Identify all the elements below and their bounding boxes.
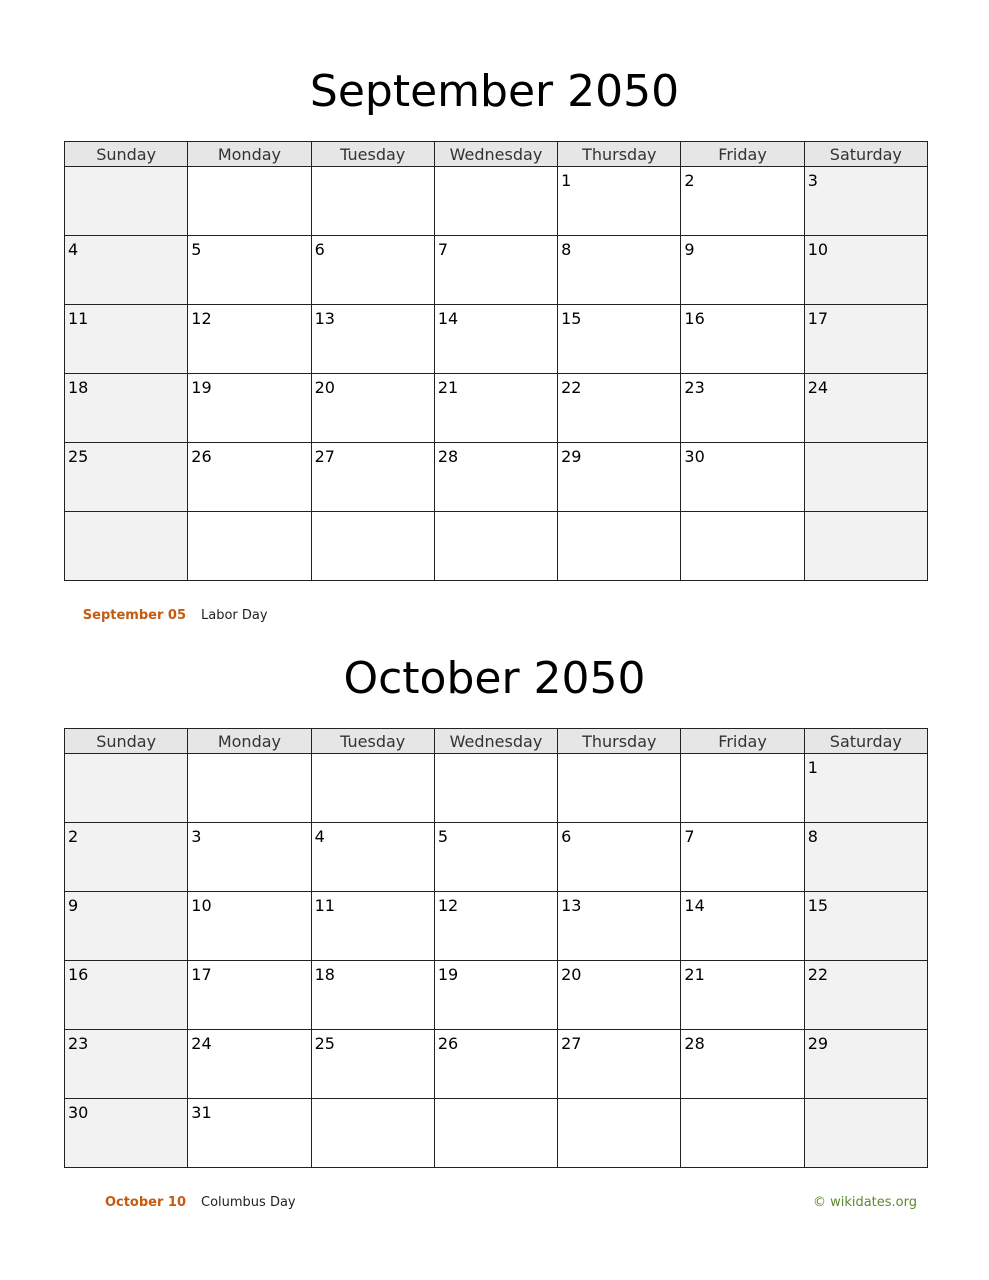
day-number: 11 [314, 896, 335, 915]
month-title-october: October 2050 [343, 653, 646, 704]
day-number [681, 512, 803, 516]
day-cell [558, 961, 681, 1030]
day-cell [681, 443, 804, 512]
day-number [188, 754, 310, 758]
day-number [435, 754, 557, 758]
day-number [65, 512, 187, 516]
holiday-date: October 10 [104, 1195, 186, 1210]
day-number: 16 [684, 309, 705, 328]
holiday-entry [0, 608, 186, 624]
day-number: 12 [191, 309, 212, 328]
day-cell [311, 443, 434, 512]
day-number: 6 [561, 827, 572, 846]
day-cell [65, 305, 188, 374]
day-cell [681, 305, 804, 374]
day-cell [434, 167, 557, 236]
day-number: 7 [684, 827, 695, 846]
weekday-header: Monday [188, 142, 311, 167]
holiday-entry [201, 1195, 401, 1211]
day-number [188, 167, 310, 171]
day-number [805, 443, 927, 447]
day-cell [311, 961, 434, 1030]
weekday-header: Sunday [65, 142, 188, 167]
holiday-entry [0, 1195, 186, 1211]
day-number: 8 [807, 827, 818, 846]
day-number: 1 [807, 758, 818, 777]
day-number: 19 [437, 965, 459, 984]
day-number [312, 1099, 434, 1103]
holiday-name: Labor Day [201, 608, 268, 623]
day-number: 3 [807, 171, 818, 190]
day-cell [188, 1099, 311, 1168]
day-number: 19 [191, 378, 212, 397]
weekday-header: Thursday [558, 142, 681, 167]
day-number: 4 [314, 827, 325, 846]
day-cell [311, 892, 434, 961]
day-number [681, 1099, 803, 1103]
day-cell [434, 961, 557, 1030]
day-cell [681, 961, 804, 1030]
day-cell [188, 512, 311, 581]
day-cell [681, 1030, 804, 1099]
day-cell [558, 1099, 681, 1168]
day-cell [65, 374, 188, 443]
day-number: 11 [68, 309, 89, 328]
day-cell [434, 374, 557, 443]
day-cell [558, 1030, 681, 1099]
day-cell [311, 1099, 434, 1168]
day-number [435, 512, 557, 516]
day-cell [434, 1030, 557, 1099]
day-cell [311, 305, 434, 374]
weekday-header: Thursday [558, 729, 681, 754]
day-cell [804, 961, 927, 1030]
day-cell [434, 892, 557, 961]
day-number: 6 [314, 240, 325, 259]
day-cell [188, 754, 311, 823]
day-number: 5 [437, 827, 449, 846]
day-number: 26 [437, 1034, 459, 1053]
day-number: 31 [191, 1103, 212, 1122]
day-number: 26 [191, 447, 212, 466]
day-cell [188, 374, 311, 443]
day-cell [311, 754, 434, 823]
day-cell [188, 443, 311, 512]
day-cell [558, 512, 681, 581]
weekday-header: Wednesday [434, 142, 557, 167]
day-number: 8 [561, 240, 572, 259]
day-number: 1 [561, 171, 572, 190]
day-cell [681, 236, 804, 305]
day-cell [434, 443, 557, 512]
day-cell [188, 823, 311, 892]
day-cell [311, 1030, 434, 1099]
day-cell [188, 961, 311, 1030]
day-cell [65, 236, 188, 305]
day-cell [65, 961, 188, 1030]
day-number [312, 167, 434, 171]
day-cell [558, 236, 681, 305]
month-title-september: September 2050 [309, 66, 680, 117]
week-row [65, 374, 928, 443]
day-number: 25 [314, 1034, 335, 1053]
day-cell [681, 374, 804, 443]
weekday-header: Friday [681, 142, 804, 167]
weekday-header: Sunday [65, 729, 188, 754]
weekday-header: Tuesday [311, 729, 434, 754]
day-cell [681, 167, 804, 236]
day-cell [65, 167, 188, 236]
weekday-header: Saturday [804, 729, 927, 754]
day-number: 24 [191, 1034, 212, 1053]
day-cell [558, 823, 681, 892]
day-cell [65, 892, 188, 961]
day-cell [65, 1030, 188, 1099]
day-number [312, 754, 434, 758]
weekday-header-row [65, 142, 928, 167]
day-number [681, 754, 803, 758]
day-number: 12 [437, 896, 459, 915]
day-number: 28 [684, 1034, 705, 1053]
day-number: 14 [684, 896, 705, 915]
day-number [558, 754, 680, 758]
day-cell [804, 754, 927, 823]
day-number: 10 [191, 896, 212, 915]
day-cell [804, 374, 927, 443]
day-number: 29 [807, 1034, 829, 1053]
day-number [805, 512, 927, 516]
day-number: 13 [561, 896, 582, 915]
day-cell [434, 236, 557, 305]
week-row [65, 305, 928, 374]
day-number: 14 [437, 309, 459, 328]
day-cell [434, 512, 557, 581]
day-cell [65, 754, 188, 823]
day-number: 29 [561, 447, 582, 466]
weekday-header: Wednesday [434, 729, 557, 754]
day-number [805, 1099, 927, 1103]
day-number: 3 [191, 827, 202, 846]
holiday-name: Columbus Day [201, 1195, 296, 1210]
week-row [65, 823, 928, 892]
day-cell [804, 305, 927, 374]
day-cell [558, 754, 681, 823]
day-number: 9 [68, 896, 79, 915]
day-number: 4 [68, 240, 79, 259]
day-cell [804, 512, 927, 581]
weekday-header: Friday [681, 729, 804, 754]
day-cell [804, 823, 927, 892]
day-number: 22 [807, 965, 829, 984]
day-cell [311, 236, 434, 305]
day-number: 21 [684, 965, 705, 984]
day-number [188, 512, 310, 516]
day-cell [311, 374, 434, 443]
day-number: 21 [437, 378, 459, 397]
day-number: 5 [191, 240, 202, 259]
day-number [435, 1099, 557, 1103]
day-number: 17 [807, 309, 829, 328]
day-cell [188, 1030, 311, 1099]
day-cell [311, 167, 434, 236]
calendar-grid-october [64, 728, 928, 1168]
day-number: 30 [684, 447, 705, 466]
week-row [65, 167, 928, 236]
day-number: 7 [437, 240, 449, 259]
day-cell [804, 892, 927, 961]
day-cell [434, 754, 557, 823]
day-cell [65, 823, 188, 892]
day-cell [804, 443, 927, 512]
day-number: 24 [807, 378, 829, 397]
day-number: 18 [68, 378, 89, 397]
day-number: 17 [191, 965, 212, 984]
day-cell [434, 305, 557, 374]
day-cell [681, 512, 804, 581]
day-cell [804, 1099, 927, 1168]
day-number: 9 [684, 240, 695, 259]
week-row [65, 236, 928, 305]
day-cell [434, 823, 557, 892]
site-credit: © wikidates.org [812, 1195, 917, 1210]
day-number: 22 [561, 378, 582, 397]
day-number: 23 [684, 378, 705, 397]
holiday-entry [201, 608, 401, 624]
day-number: 30 [68, 1103, 89, 1122]
calendar-grid-september [64, 141, 928, 581]
week-row [65, 512, 928, 581]
day-number: 20 [314, 378, 335, 397]
week-row [65, 443, 928, 512]
week-row [65, 754, 928, 823]
day-number [65, 167, 187, 171]
day-number: 10 [807, 240, 829, 259]
day-cell [681, 823, 804, 892]
day-cell [681, 754, 804, 823]
day-cell [558, 167, 681, 236]
day-cell [311, 512, 434, 581]
day-number: 2 [684, 171, 695, 190]
day-cell [804, 167, 927, 236]
day-cell [188, 167, 311, 236]
day-cell [804, 1030, 927, 1099]
day-number: 23 [68, 1034, 89, 1053]
day-number: 13 [314, 309, 335, 328]
day-number: 15 [561, 309, 582, 328]
day-cell [65, 1099, 188, 1168]
day-number: 15 [807, 896, 829, 915]
day-number [312, 512, 434, 516]
day-cell [804, 236, 927, 305]
week-row [65, 961, 928, 1030]
day-cell [558, 374, 681, 443]
day-number [435, 167, 557, 171]
day-number [558, 1099, 680, 1103]
day-cell [681, 1099, 804, 1168]
weekday-header-row [65, 729, 928, 754]
day-number [65, 754, 187, 758]
holiday-date: September 05 [82, 608, 186, 623]
day-number: 2 [68, 827, 79, 846]
day-number [558, 512, 680, 516]
weekday-header: Saturday [804, 142, 927, 167]
day-number: 18 [314, 965, 335, 984]
day-cell [434, 1099, 557, 1168]
week-row [65, 892, 928, 961]
day-number: 27 [561, 1034, 582, 1053]
day-cell [65, 443, 188, 512]
day-number: 25 [68, 447, 89, 466]
day-number: 16 [68, 965, 89, 984]
day-cell [65, 512, 188, 581]
day-cell [558, 892, 681, 961]
day-cell [558, 305, 681, 374]
day-number: 27 [314, 447, 335, 466]
day-cell [311, 823, 434, 892]
weekday-header: Tuesday [311, 142, 434, 167]
day-cell [188, 305, 311, 374]
day-cell [558, 443, 681, 512]
day-number: 20 [561, 965, 582, 984]
day-number: 28 [437, 447, 459, 466]
day-cell [188, 236, 311, 305]
day-cell [188, 892, 311, 961]
day-cell [681, 892, 804, 961]
week-row [65, 1099, 928, 1168]
week-row [65, 1030, 928, 1099]
weekday-header: Monday [188, 729, 311, 754]
